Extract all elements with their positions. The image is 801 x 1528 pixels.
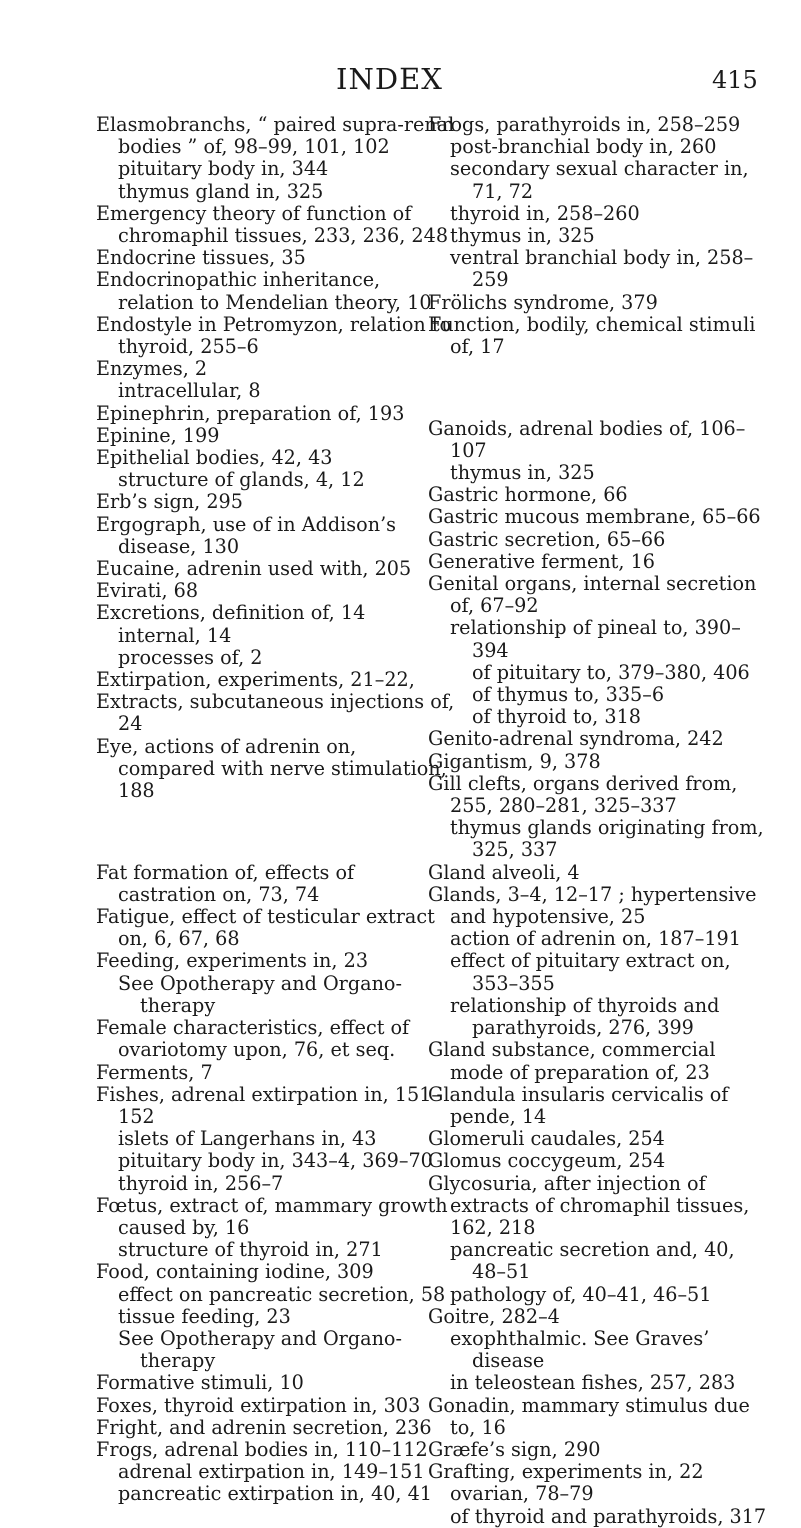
index-subentry: intracellular, 8 — [118, 379, 261, 403]
index-subentry: ovarian, 78–79 — [450, 1482, 594, 1506]
index-subentry: thymus gland in, 325 — [118, 179, 324, 203]
index-entry: Gigantism, 9, 378 — [428, 749, 601, 773]
index-entry: Grafting, experiments in, 22 — [428, 1460, 704, 1484]
index-subentry: processes of, 2 — [118, 645, 263, 669]
index-subentry: ventral branchial body in, 258–259 — [450, 246, 754, 292]
index-subentry: in teleostean fishes, 257, 283 — [450, 1371, 736, 1395]
index-entry: Glomeruli caudales, 254 — [428, 1127, 665, 1151]
index-entry: Gonadin, mammary stimulus due to, 16 — [428, 1393, 750, 1439]
index-subentry: thymus glands originating from, 325, 337 — [450, 816, 764, 862]
page-title: INDEX — [336, 62, 443, 96]
index-entry: Gastric secretion, 65–66 — [428, 527, 666, 551]
index-subentry: structure of glands, 4, 12 — [118, 468, 365, 492]
index-subentry: secondary sexual character in, 71, 72 — [450, 157, 749, 203]
index-subentry: pancreatic secretion and, 40, 48–51 — [450, 1238, 735, 1284]
index-subentry: relationship of thyroids and parathyroids, 276, 399 — [450, 993, 720, 1040]
index-entry: Glandula insularis cervicalis of pende, 14 — [428, 1082, 729, 1128]
index-entry: Formative stimuli, 10 — [96, 1371, 304, 1395]
index-column-right — [428, 114, 773, 1528]
index-entry: Food, containing iodine, 309 — [96, 1260, 374, 1284]
index-subentry: exophthalmic. See Graves’ disease — [450, 1326, 710, 1373]
index-entry: Elasmobranchs, “ paired supra-renal bodies ” of, 98–99, 101, 102 — [96, 113, 455, 159]
index-entry: Erb’s sign, 295 — [96, 490, 243, 514]
index-entry: Fat formation of, effects of castration on, 73, 74 — [96, 860, 355, 906]
index-subentry: of thyroid to, 318 — [472, 705, 641, 729]
index-subentry: thymus in, 325 — [450, 461, 595, 485]
index-entry: Frölichs syndrome, 379 — [428, 290, 658, 314]
index-subentry: adrenal extirpation in, 149–151 — [118, 1460, 425, 1484]
index-entry: Endostyle in Petromyzon, relation to thyroid, 255–6 — [96, 312, 452, 359]
index-entry: Goitre, 282–4 — [428, 1304, 560, 1328]
index-entry: Excretions, definition of, 14 — [96, 601, 366, 625]
index-entry: Fatigue, effect of testicular extract on, 6, 67, 68 — [96, 905, 435, 951]
index-entry: Genito-adrenal syndroma, 242 — [428, 727, 724, 751]
index-entry: Eye, actions of adrenin on, compared with nerve stimulation, 188 — [96, 734, 447, 803]
index-subentry: of thyroid and parathyroids, 317 — [450, 1504, 767, 1528]
index-entry: Frogs, adrenal bodies in, 110–112 — [96, 1437, 428, 1461]
index-entry: Foxes, thyroid extirpation in, 303 — [96, 1393, 421, 1417]
index-entry: Gastric mucous membrane, 65–66 — [428, 505, 761, 529]
index-entry: Fishes, adrenal extirpation in, 151–152 — [96, 1082, 442, 1128]
index-entry: Endocrine tissues, 35 — [96, 246, 306, 270]
index-entry: Epinine, 199 — [96, 423, 220, 447]
index-entry: Eucaine, adrenin used with, 205 — [96, 557, 412, 581]
index-subentry: action of adrenin on, 187–191 — [450, 927, 741, 951]
index-entry: Extracts, subcutaneous injections of, 24 — [96, 690, 455, 736]
index-subentry: effect of pituitary extract on, 353–355 — [450, 949, 731, 995]
index-entry: Evirati, 68 — [96, 579, 199, 603]
index-entry: Ferments, 7 — [96, 1060, 213, 1084]
index-subentry: tissue feeding, 23 — [118, 1304, 291, 1328]
index-entry: Epinephrin, preparation of, 193 — [96, 401, 405, 425]
index-subentry: effect on pancreatic secretion, 58 — [118, 1282, 446, 1306]
index-subentry: internal, 14 — [118, 623, 232, 647]
index-entry: Glomus coccygeum, 254 — [428, 1149, 666, 1173]
section-gap — [428, 377, 773, 398]
index-entry: Gland alveoli, 4 — [428, 860, 580, 884]
index-entry: Feeding, experiments in, 23 — [96, 949, 369, 973]
index-subentry: of pituitary to, 379–380, 406 — [472, 660, 750, 684]
page-header — [0, 58, 801, 98]
index-subentry: post-branchial body in, 260 — [450, 135, 717, 159]
index-entry: Emergency theory of function of chromaphil tissues, 233, 236, 248 — [96, 201, 449, 248]
index-subentry: thyroid in, 258–260 — [450, 201, 640, 225]
index-entry: Frogs, parathyroids in, 258–259 — [428, 113, 741, 136]
index-entry: Endocrinopathic inheritance, relation to Mendelian theory, 10 — [96, 268, 432, 314]
index-entry: Glands, 3–4, 12–17 ; hypertensive and hypotensive, 25 — [428, 882, 757, 929]
index-subentry: relationship of pineal to, 390–394 — [450, 616, 741, 662]
index-subentry: pituitary body in, 344 — [118, 157, 329, 181]
index-subentry: structure of thyroid in, 271 — [118, 1238, 383, 1262]
index-subentry: pathology of, 40–41, 46–51 — [450, 1282, 712, 1306]
index-entry: Epithelial bodies, 42, 43 — [96, 446, 333, 470]
index-entry: Fright, and adrenin secretion, 236 — [96, 1415, 432, 1439]
index-entry: Enzymes, 2 — [96, 357, 208, 381]
index-subentry: pancreatic extirpation in, 40, 41 — [118, 1482, 432, 1506]
index-subentry: islets of Langerhans in, 43 — [118, 1127, 377, 1151]
index-column-left — [96, 114, 456, 1506]
index-entry: Glycosuria, after injection of extracts of chromaphil tissues, 162, 218 — [428, 1171, 750, 1239]
index-entry: Gastric hormone, 66 — [428, 483, 628, 507]
section-gap — [96, 821, 456, 842]
index-entry: Genital organs, internal secretion of, 67–92 — [428, 572, 757, 618]
index-entry: Fœtus, extract of, mammary growth caused by, 16 — [96, 1193, 448, 1239]
index-entry: Græfe’s sign, 290 — [428, 1437, 601, 1461]
index-subentry: See Opotherapy and Organo-therapy — [118, 1326, 402, 1373]
index-entry: Generative ferment, 16 — [428, 549, 656, 573]
index-subentry: pituitary body in, 343–4, 369–70 — [118, 1149, 433, 1173]
index-entry: Function, bodily, chemical stimuli of, 17 — [428, 312, 756, 359]
index-subentry: thyroid in, 256–7 — [118, 1171, 284, 1195]
index-subentry: See Opotherapy and Organo-therapy — [118, 971, 402, 1017]
index-subentry: of thymus to, 335–6 — [472, 683, 665, 707]
page-number: 415 — [712, 66, 758, 94]
index-entry: Gill clefts, organs derived from, 255, 280–281, 325–337 — [428, 771, 738, 818]
index-entry: Gland substance, commercial mode of preparation of, 23 — [428, 1038, 716, 1084]
index-entry: Extirpation, experiments, 21–22, — [96, 668, 415, 692]
index-entry: Ganoids, adrenal bodies of, 106–107 — [428, 416, 746, 462]
index-subentry: thymus in, 325 — [450, 224, 595, 248]
index-entry: Ergograph, use of in Addison’s disease, 130 — [96, 512, 397, 558]
index-entry: Female characteristics, effect of ovariotomy upon, 76, et seq. — [96, 1016, 410, 1062]
